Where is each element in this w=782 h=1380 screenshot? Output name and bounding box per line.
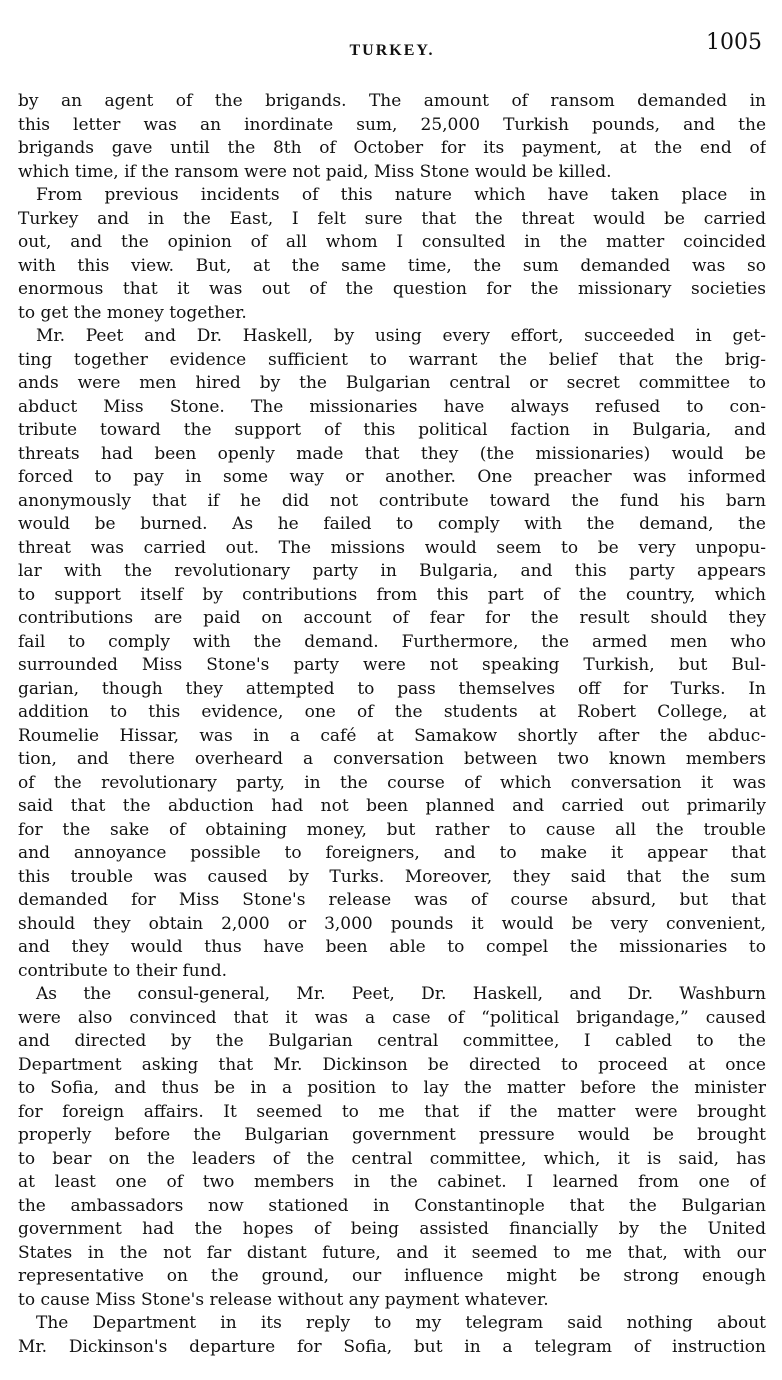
document-page [18, 30, 766, 1359]
paragraph [18, 325, 766, 983]
text-line: with this view. But, at the same time, the sum demanded was so [18, 255, 766, 276]
text-line: Mr. Dickinson's departure for Sofia, but in a telegram of instruction [18, 1336, 766, 1357]
text-line: to support itself by contributions from this part of the country, which [18, 584, 766, 605]
text-line: garian, though they attempted to pass themselves off for Turks. In [18, 678, 766, 699]
text-line: addition to this evidence, one of the students at Robert College, at [18, 702, 766, 722]
text-line: said that the abduction had not been planned and carried out primarily [18, 796, 766, 816]
text-line: by an agent of the brigands. The amount of ransom demanded in [18, 91, 766, 111]
text-line: As the consul-general, Mr. Peet, Dr. Haskell, and Dr. Washburn [36, 984, 766, 1004]
text-line: at least one of two members in the cabinet. I learned from one of [18, 1172, 766, 1192]
text-line: this trouble was caused by Turks. Moreover, they said that the sum [18, 866, 766, 887]
text-line: should they obtain 2,000 or 3,000 pounds it would be very convenient, [18, 913, 766, 934]
text-line: out, and the opinion of all whom I consulted in the matter coincided [18, 232, 766, 252]
text-line: anonymously that if he did not contribute toward the fund his barn [18, 490, 766, 511]
paragraph [18, 983, 766, 1312]
page-header [18, 30, 766, 70]
text-line: to cause Miss Stone's release without any payment whatever. [18, 1289, 549, 1310]
text-line: the ambassadors now stationed in Constantinople that the Bulgarian [18, 1195, 766, 1216]
text-line: to Sofia, and thus be in a position to lay the matter before the minister [18, 1078, 766, 1098]
text-line: States in the not far distant future, and it seemed to me that, with our [18, 1242, 766, 1263]
text-line: The Department in its reply to my telegram said nothing about [36, 1313, 766, 1333]
text-line: for foreign affairs. It seemed to me that if the matter were brought [18, 1101, 766, 1122]
text-line: of the revolutionary party, in the course of which conversation it was [18, 772, 766, 793]
text-line: lar with the revolutionary party in Bulgaria, and this party appears [18, 561, 766, 581]
text-line: properly before the Bulgarian government pressure would be brought [18, 1125, 766, 1145]
text-line: Roumelie Hissar, was in a café at Samakow shortly after the abduc- [18, 725, 766, 746]
text-line: and annoyance possible to foreigners, and to make it appear that [18, 843, 766, 863]
text-line: would be burned. As he failed to comply with the demand, the [18, 514, 766, 534]
running-head: TURKEY. [349, 42, 435, 59]
text-line: contributions are paid on account of fear for the result should they [18, 608, 766, 628]
paragraph [18, 90, 766, 184]
text-line: which time, if the ransom were not paid, Miss Stone would be killed. [18, 161, 612, 182]
text-line: representative on the ground, our influence might be strong enough [18, 1266, 766, 1286]
text-line: From previous incidents of this nature which have taken place in [36, 185, 766, 205]
text-line: government had the hopes of being assisted financially by the United [18, 1219, 766, 1239]
text-line: Turkey and in the East, I felt sure that the threat would be carried [18, 208, 766, 229]
text-line: Mr. Peet and Dr. Haskell, by using every effort, succeeded in get- [36, 326, 766, 346]
text-line: and directed by the Bulgarian central committee, I cabled to the [18, 1031, 766, 1051]
text-line: threats had been openly made that they (the missionaries) would be [18, 443, 766, 464]
text-line: brigands gave until the 8th of October for its payment, at the end of [18, 138, 766, 158]
text-line: threat was carried out. The missions would seem to be very unpopu- [18, 537, 766, 558]
text-line: demanded for Miss Stone's release was of course absurd, but that [18, 890, 766, 910]
text-line: and they would thus have been able to compel the missionaries to [18, 937, 766, 957]
text-line: this letter was an inordinate sum, 25,000 Turkish pounds, and the [18, 114, 766, 135]
text-line: forced to pay in some way or another. One preacher was informed [18, 467, 766, 487]
text-line: fail to comply with the demand. Furthermore, the armed men who [18, 631, 766, 652]
text-line: Department asking that Mr. Dickinson be directed to proceed at once [18, 1054, 766, 1075]
text-line: to get the money together. [18, 302, 247, 323]
page-number: 1005 [706, 30, 762, 55]
text-line: ting together evidence sufficient to warrant the belief that the brig- [18, 349, 766, 370]
text-line: to bear on the leaders of the central committee, which, it is said, has [18, 1148, 766, 1169]
text-line: for the sake of obtaining money, but rather to cause all the trouble [18, 819, 766, 840]
text-line: tribute toward the support of this political faction in Bulgaria, and [18, 420, 766, 440]
text-line: contribute to their fund. [18, 960, 227, 981]
body-text [18, 90, 766, 1359]
paragraph [18, 184, 766, 325]
text-line: enormous that it was out of the question for the missionary societies [18, 279, 766, 299]
paragraph [18, 1312, 766, 1359]
text-line: surrounded Miss Stone's party were not speaking Turkish, but Bul- [18, 655, 766, 675]
text-line: abduct Miss Stone. The missionaries have always refused to con- [18, 396, 766, 417]
text-line: were also convinced that it was a case of “political brigandage,” caused [18, 1007, 766, 1028]
text-line: tion, and there overheard a conversation between two known members [18, 749, 766, 769]
text-line: ands were men hired by the Bulgarian central or secret committee to [18, 373, 766, 393]
